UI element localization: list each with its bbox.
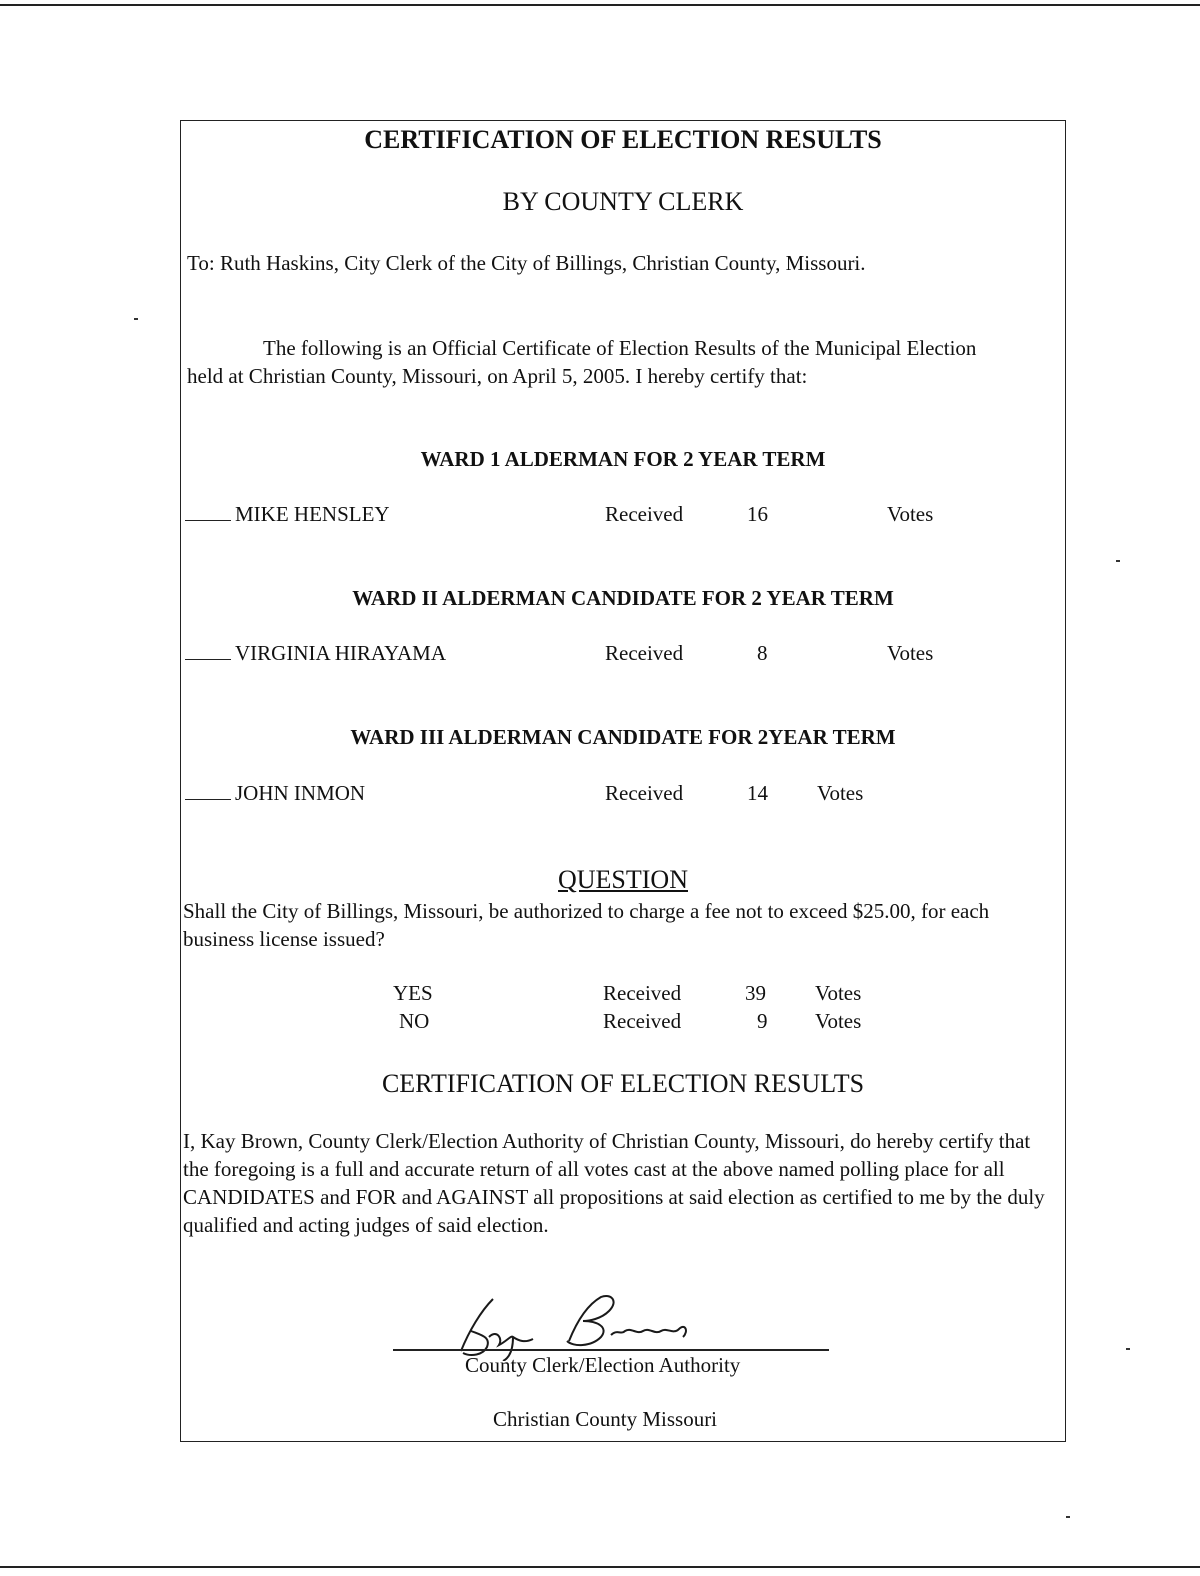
vote-count: 39 <box>745 981 766 1005</box>
signature-image <box>441 1291 721 1361</box>
signature-line <box>393 1349 829 1351</box>
intro-line-1: The following is an Official Certificate of Election Results of the Municipal Election <box>263 336 977 360</box>
mark-blank <box>185 799 231 800</box>
addressee-line: To: Ruth Haskins, City Clerk of the City of Billings, Christian County, Missouri. <box>187 251 866 275</box>
signature-caption: County Clerk/Election Authority <box>465 1353 741 1377</box>
received-label: Received <box>605 502 684 526</box>
question-heading: QUESTION <box>558 865 688 894</box>
votes-label: Votes <box>887 502 934 526</box>
scan-speck <box>1116 560 1120 562</box>
vote-count: 14 <box>747 781 768 805</box>
vote-count: 8 <box>757 641 768 665</box>
race-heading: WARD II ALDERMAN CANDIDATE FOR 2 YEAR TERM <box>352 586 894 610</box>
candidate-name: JOHN INMON <box>235 781 366 805</box>
votes-label: Votes <box>817 781 864 805</box>
votes-label: Votes <box>815 1009 862 1033</box>
votes-label: Votes <box>887 641 934 665</box>
mark-blank <box>185 520 231 521</box>
candidate-row <box>185 502 390 527</box>
intro-line-2: held at Christian County, Missouri, on April 5, 2005. I hereby certify that: <box>187 364 808 388</box>
scan-speck <box>1126 1348 1130 1350</box>
mark-blank <box>185 659 231 660</box>
answer-label-no: NO <box>399 1009 430 1033</box>
race-heading: WARD III ALDERMAN CANDIDATE FOR 2YEAR TERM <box>350 725 896 749</box>
received-label: Received <box>603 1009 682 1033</box>
candidate-name: MIKE HENSLEY <box>235 502 390 526</box>
document-subtitle: BY COUNTY CLERK <box>502 187 744 216</box>
certification-heading: CERTIFICATION OF ELECTION RESULTS <box>381 1069 865 1098</box>
document-title: CERTIFICATION OF ELECTION RESULTS <box>364 125 882 154</box>
scan-speck <box>1066 1516 1070 1518</box>
candidate-row <box>185 781 365 806</box>
received-label: Received <box>603 981 682 1005</box>
certificate-frame <box>180 120 1066 1442</box>
candidate-name: VIRGINIA HIRAYAMA <box>235 641 446 665</box>
answer-label-yes: YES <box>393 981 433 1005</box>
vote-count: 9 <box>757 1009 768 1033</box>
scan-edge-bottom <box>0 1566 1200 1568</box>
certification-text: I, Kay Brown, County Clerk/Election Authority of Christian County, Missouri, do hereby certify that the foregoing is a full and accurate return of all votes cast at the above named polling place for all CANDIDATES and FOR and AGAINST all propositions at said election as certified to me by the duly qualified and acting judges of said election. <box>183 1129 1045 1237</box>
vote-count: 16 <box>747 502 768 526</box>
scan-speck <box>134 318 138 320</box>
question-text: Shall the City of Billings, Missouri, be authorized to charge a fee not to exceed $25.00, for each business license issued? <box>183 899 990 951</box>
votes-label: Votes <box>815 981 862 1005</box>
intro-paragraph <box>187 334 1057 390</box>
signature-county: Christian County Missouri <box>493 1407 718 1431</box>
candidate-row <box>185 641 446 666</box>
received-label: Received <box>605 781 684 805</box>
race-heading: WARD 1 ALDERMAN FOR 2 YEAR TERM <box>420 447 826 471</box>
scan-edge-top <box>0 4 1200 6</box>
received-label: Received <box>605 641 684 665</box>
